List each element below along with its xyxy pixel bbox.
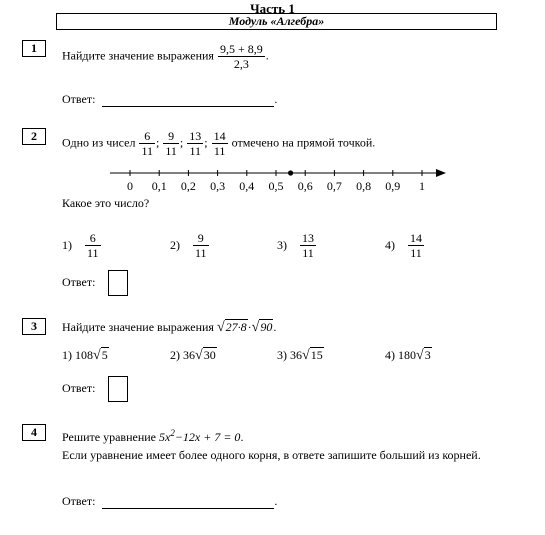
- option-coef: 36: [183, 348, 195, 362]
- option-label: 2): [170, 238, 180, 252]
- task-2-text-after: отмечено на прямой точкой.: [231, 135, 376, 150]
- fraction-denominator: 11: [410, 246, 422, 260]
- option-3[interactable]: [277, 232, 317, 259]
- fraction-numerator: 13: [189, 129, 202, 143]
- answer-box[interactable]: [108, 270, 128, 296]
- task-4-text: Решите уравнение: [62, 430, 156, 444]
- option-coef: 36: [290, 348, 302, 362]
- fraction-numerator: 14: [410, 231, 422, 245]
- task-3-period: .: [273, 320, 277, 334]
- task-2-answer: [62, 270, 128, 296]
- fraction-denominator: 11: [189, 144, 202, 158]
- number-line-tick-label: 0,2: [180, 179, 196, 193]
- option-coef: 108: [75, 348, 93, 362]
- number-line-tick-label: 0,6: [297, 179, 313, 193]
- number-line-arrow: [436, 169, 446, 177]
- fraction-denominator: 11: [141, 144, 154, 158]
- task-number-3: 3: [22, 318, 46, 335]
- fraction-numerator: 14: [213, 129, 226, 143]
- fraction-denominator: 11: [165, 144, 177, 158]
- task-number-4: 4: [22, 424, 46, 441]
- fraction-numerator: 13: [302, 231, 314, 245]
- fraction-denominator: 2,3: [233, 57, 249, 71]
- option-label: 4): [385, 238, 395, 252]
- number-line-tick-label: 0,7: [326, 179, 342, 193]
- number-line-tick-label: 0,4: [239, 179, 255, 193]
- answer-line[interactable]: [102, 94, 274, 107]
- answer-line[interactable]: [102, 496, 274, 509]
- radicand: 5: [101, 348, 108, 362]
- task-2-text-before: Одно из чисел: [62, 135, 136, 150]
- task-2-statement: Одно из чисел $\frac{6}{11}$ ; $\frac{9}{11}$ ; $\frac{13}{11}$ ; $\frac{14}{11}$ отмечено на прямой точкой.: [62, 129, 376, 158]
- fraction-denominator: 11: [195, 246, 207, 260]
- task-1-period: .: [265, 48, 269, 63]
- number-line-tick-label: 0: [127, 179, 133, 193]
- answer-label: Ответ:: [62, 380, 96, 395]
- option-label: 1): [62, 238, 72, 252]
- task-3-answer: [62, 376, 128, 402]
- task-4-instructions: Если уравнение имеет более одного корня, в ответе запишите больший из корней.: [62, 448, 481, 462]
- answer-label: Ответ:: [62, 92, 96, 106]
- number-line-tick-label: 0,9: [385, 179, 401, 193]
- number-line: [110, 163, 450, 193]
- option-label: 2): [170, 348, 180, 362]
- number-line-tick-label: 0,1: [151, 179, 167, 193]
- equation-part-b: −12x + 7 = 0: [174, 430, 241, 444]
- part-title: Часть 1: [250, 1, 295, 16]
- fraction-denominator: 11: [87, 246, 99, 260]
- task-3-text: Найдите значение выражения: [62, 320, 214, 334]
- radicand: 90: [260, 320, 273, 334]
- option-label: 1): [62, 348, 72, 362]
- marked-point: [288, 170, 293, 175]
- fraction-numerator: 9: [193, 232, 209, 246]
- option-2[interactable]: [170, 232, 210, 259]
- option-label: 4): [385, 348, 395, 362]
- task-1-text: Найдите значение выражения: [62, 48, 214, 63]
- number-line-tick-label: 0,3: [210, 179, 226, 193]
- radicand: 15: [310, 348, 323, 362]
- task-4-statement: [62, 428, 243, 445]
- radicand: 27·8: [225, 320, 247, 334]
- task-number-2: 2: [22, 128, 46, 145]
- module-title: Модуль «Алгебра»: [56, 13, 497, 30]
- task-1-fraction: [218, 43, 265, 70]
- task-4-answer: Ответ: .: [62, 494, 278, 508]
- answer-label: Ответ:: [62, 274, 96, 289]
- number-line-tick-label: 0,8: [356, 179, 372, 193]
- option-label: 3): [277, 348, 287, 362]
- option-coef: 180: [398, 348, 416, 362]
- task-1-answer: Ответ: .: [62, 92, 278, 106]
- task-3-statement: [62, 320, 276, 336]
- option-2[interactable]: 2) 36√30: [170, 348, 216, 363]
- equation: [159, 430, 240, 444]
- fraction-denominator: 11: [213, 144, 226, 158]
- option-4[interactable]: [385, 232, 425, 259]
- fraction-denominator: 11: [302, 246, 314, 260]
- task-1-statement: [62, 43, 269, 70]
- fraction-numerator: 9: [163, 130, 179, 144]
- number-line-tick-label: 0,5: [268, 179, 284, 193]
- answer-box[interactable]: [108, 376, 128, 402]
- number-line-tick-label: 1: [419, 179, 425, 193]
- fraction-numerator: 9,5 + 8,9: [219, 42, 263, 56]
- option-1[interactable]: [62, 232, 102, 259]
- fraction-numerator: 6: [139, 130, 155, 144]
- equation-exponent: 2: [170, 428, 175, 438]
- radicand: 30: [203, 348, 216, 362]
- sqrt-expression: √27·8: [216, 320, 247, 335]
- task-4-period: .: [240, 430, 244, 444]
- multiply-dot: ·: [247, 320, 252, 334]
- radicand: 3: [424, 348, 431, 362]
- answer-label: Ответ:: [62, 494, 96, 508]
- option-1[interactable]: 1) 108√5: [62, 348, 108, 363]
- equation-part-a: 5x: [158, 430, 171, 444]
- task-2-question: Какое это число?: [62, 196, 150, 210]
- fraction-numerator: 6: [85, 232, 101, 246]
- sqrt-expression: √90: [251, 320, 273, 335]
- option-label: 3): [277, 238, 287, 252]
- option-3[interactable]: 3) 36√15: [277, 348, 323, 363]
- task-number-1: 1: [22, 40, 46, 57]
- option-4[interactable]: 4) 180√3: [385, 348, 431, 363]
